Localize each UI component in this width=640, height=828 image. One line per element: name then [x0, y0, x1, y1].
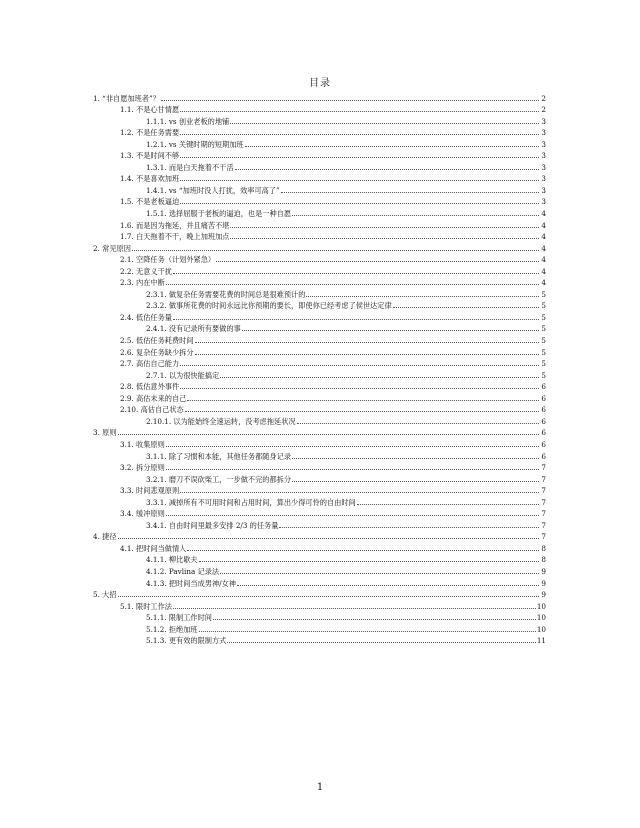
toc-entry-page: 7 [541, 474, 546, 484]
toc-entry-page: 6 [541, 393, 546, 403]
toc-leader-dots [357, 504, 539, 505]
toc-entry[interactable] [93, 622, 546, 634]
toc-entry-page: 7 [541, 497, 546, 507]
toc-entry[interactable] [93, 437, 546, 449]
toc-leader-dots [220, 573, 539, 574]
toc-entry-page: 10 [536, 613, 546, 623]
toc-entry-text: 3.3. 时间悲观原则 [120, 486, 180, 496]
toc-entry-page: 6 [541, 451, 546, 461]
toc-leader-dots [118, 538, 539, 539]
toc-entry[interactable] [93, 172, 546, 184]
toc-entry-text: 1.3.1. 而是白天拖着不干活 [146, 162, 234, 172]
toc-entry-page: 4 [541, 209, 546, 219]
toc-entry-page: 9 [541, 590, 546, 600]
toc-leader-dots [216, 261, 539, 262]
toc-entry[interactable] [93, 91, 546, 103]
toc-entry-page: 5 [541, 336, 546, 346]
toc-entry[interactable] [93, 114, 546, 126]
toc-entry[interactable] [93, 426, 546, 438]
toc-entry[interactable] [93, 391, 546, 403]
toc-entry-text: 2.5. 低估任务耗费时间 [120, 336, 194, 346]
toc-leader-dots [166, 446, 539, 447]
toc-entry[interactable] [93, 287, 546, 299]
toc-leader-dots [187, 550, 539, 551]
toc-entry-text: 2.2. 无意义干扰 [120, 266, 172, 276]
toc-leader-dots [161, 100, 539, 101]
toc-leader-dots [173, 319, 539, 320]
toc-entry-page: 10 [536, 624, 546, 634]
toc-entry-page: 3 [541, 197, 546, 207]
toc-entry-text: 4.1.3. 把时间当成男神/女神 [146, 578, 236, 588]
toc-leader-dots [180, 180, 539, 181]
toc-entry-page: 3 [541, 162, 546, 172]
toc-entry[interactable] [93, 357, 546, 369]
toc-entry[interactable] [93, 276, 546, 288]
toc-leader-dots [180, 492, 539, 493]
toc-entry-page: 5 [541, 359, 546, 369]
toc-entry-text: 1.1. 不是心甘情愿 [120, 105, 180, 115]
toc-entry-text: 1.7. 白天拖着不干，晚上加班加点 [120, 232, 230, 242]
toc-entry-text: 4.1.1. 柳比歇夫 [146, 555, 198, 565]
toc-entry-text: 4.1.2. Pavlina 记录法 [146, 566, 220, 576]
toc-leader-dots [281, 192, 539, 193]
toc-leader-dots [199, 631, 536, 632]
toc-entry-text: 3. 原则 [93, 428, 117, 438]
toc-entry[interactable] [93, 103, 546, 115]
toc-entry-page: 5 [541, 312, 546, 322]
toc-entry-text: 2.7. 高估自己能力 [120, 359, 180, 369]
toc-entry-text: 1.5.1. 选择屈服于老板的逼迫，也是一种自愿 [146, 209, 292, 219]
toc-leader-dots [230, 227, 539, 228]
toc-entry-text: 2.3. 内在中断 [120, 278, 165, 288]
toc-entry-page: 7 [541, 509, 546, 519]
toc-title: 目录 [309, 78, 331, 89]
toc-entry-text: 3.3.1. 减掉所有不可用时间和占用时间，算出少得可怜的自由时间 [146, 497, 356, 507]
toc-entry[interactable] [93, 264, 546, 276]
toc-entry[interactable] [93, 322, 546, 334]
toc-entry-page: 2 [541, 93, 546, 103]
toc-leader-dots [213, 619, 536, 620]
toc-leader-dots [245, 146, 539, 147]
toc-leader-dots [187, 400, 539, 401]
toc-entry-text: 5.1.3. 更有效的限制方式 [146, 636, 227, 646]
toc-entry-text: 1.4. 不是喜欢加班 [120, 174, 180, 184]
toc-leader-dots [237, 585, 539, 586]
toc-leader-dots [235, 169, 539, 170]
toc-entry-text: 1.6. 而是因为拖延，并且痛苦不堪 [120, 220, 230, 230]
toc-entry-page: 5 [541, 289, 546, 299]
toc-entry[interactable] [93, 403, 546, 415]
toc-entry[interactable] [93, 588, 546, 600]
toc-entry-page: 11 [536, 636, 546, 646]
toc-entry-text: 4.1. 把时间当做情人 [120, 543, 187, 553]
toc-entry-text: 5.1. 限时工作法 [120, 601, 172, 611]
toc-entry-page: 6 [541, 382, 546, 392]
toc-entry-page: 8 [541, 555, 546, 565]
toc-entry[interactable] [93, 253, 546, 265]
toc-entry-page: 4 [541, 278, 546, 288]
toc-leader-dots [292, 458, 539, 459]
toc-leader-dots [118, 434, 539, 435]
toc-entry-text: 3.1. 收集原则 [120, 439, 165, 449]
toc-entry[interactable] [93, 195, 546, 207]
toc-leader-dots [180, 203, 539, 204]
toc-entry-text: 1.1.1. vs 创业老板的地铺 [146, 116, 230, 126]
toc-entry-text: 1. “非自愿加班者”？ [93, 93, 160, 103]
toc-leader-dots [180, 157, 539, 158]
toc-entry[interactable] [93, 414, 546, 426]
toc-entry-page: 4 [541, 220, 546, 230]
toc-leader-dots [173, 273, 539, 274]
toc-entry[interactable] [93, 299, 546, 311]
toc-entry-page: 4 [541, 232, 546, 242]
toc-leader-dots [297, 423, 539, 424]
toc-entry[interactable] [93, 241, 546, 253]
toc-entry-page: 4 [541, 243, 546, 253]
toc-entry[interactable] [93, 380, 546, 392]
toc-leader-dots [166, 515, 539, 516]
toc-entry-text: 3.1.1. 除了习惯和本能，其他任务都随身记录 [146, 451, 292, 461]
toc-entry-text: 2.6. 复杂任务缺少拆分 [120, 347, 194, 357]
toc-entry[interactable] [93, 149, 546, 161]
toc-entry[interactable] [93, 183, 546, 195]
toc-entry[interactable] [93, 126, 546, 138]
toc-entry-text: 5.1.2. 拒绝加班 [146, 624, 198, 634]
toc-entry-text: 3.2. 拆分原则 [120, 463, 165, 473]
toc-entry-page: 5 [541, 347, 546, 357]
toc-entry-page: 3 [541, 128, 546, 138]
toc-entry-page: 6 [541, 428, 546, 438]
toc-entry-text: 2.8. 低估意外事件 [120, 382, 180, 392]
toc-leader-dots [185, 411, 539, 412]
toc-entry-page: 3 [541, 185, 546, 195]
toc-entry-page: 10 [536, 601, 546, 611]
toc-entry-text: 2.3.1. 做复杂任务需要花费的时间总是很难预计的 [146, 289, 306, 299]
toc-entry-text: 2.3.2. 做事所花费的时间永远比你预期的要长，即使你已经考虑了侯世达定律 [146, 301, 392, 311]
toc-entry[interactable] [93, 137, 546, 149]
toc-leader-dots [180, 365, 539, 366]
toc-leader-dots [166, 284, 539, 285]
toc-entry[interactable] [93, 576, 546, 588]
toc-entry[interactable] [93, 634, 546, 646]
toc-leader-dots [292, 481, 539, 482]
toc-entry[interactable] [93, 206, 546, 218]
toc-entry-text: 2. 常见原因 [93, 243, 131, 253]
toc-leader-dots [292, 215, 539, 216]
toc-entry[interactable] [93, 230, 546, 242]
toc-entry-page: 3 [541, 151, 546, 161]
toc-entry[interactable] [93, 599, 546, 611]
toc-entry[interactable] [93, 564, 546, 576]
toc-entry-text: 1.4.1. vs “加班时没人打扰，效率可高了” [146, 185, 280, 195]
toc-entry-text: 3.4.1. 自由时间里最多安排 2/3 的任务量 [146, 520, 279, 530]
toc-leader-dots [166, 469, 539, 470]
toc-entry-text: 3.4. 缓冲原则 [120, 509, 165, 519]
toc-leader-dots [118, 596, 539, 597]
toc-entry-page: 3 [541, 174, 546, 184]
toc-entry[interactable] [93, 507, 546, 519]
toc-entry-text: 1.5. 不是老板逼迫 [120, 197, 180, 207]
toc-entry-page: 9 [541, 566, 546, 576]
toc-entry-page: 3 [541, 139, 546, 149]
toc-leader-dots [279, 527, 539, 528]
toc-leader-dots [230, 238, 539, 239]
toc-entry[interactable] [93, 553, 546, 565]
toc-entry[interactable] [93, 484, 546, 496]
toc-entry[interactable] [93, 530, 546, 542]
toc-entry[interactable] [93, 461, 546, 473]
toc-entry-page: 9 [541, 578, 546, 588]
toc-entry-text: 2.10.1. 以为能始终全速运转，没考虑拖延状况 [146, 416, 296, 426]
table-of-contents [93, 91, 546, 645]
toc-entry-page: 3 [541, 116, 546, 126]
toc-entry-text: 2.9. 高估未来的自己 [120, 393, 187, 403]
toc-leader-dots [173, 608, 536, 609]
toc-entry-page: 7 [541, 532, 546, 542]
toc-leader-dots [180, 111, 539, 112]
toc-entry-text: 5. 大招 [93, 590, 117, 600]
toc-entry-text: 2.10. 高估自己状态 [120, 405, 184, 415]
toc-entry[interactable] [93, 472, 546, 484]
toc-entry[interactable] [93, 368, 546, 380]
toc-entry-page: 7 [541, 463, 546, 473]
toc-entry-page: 4 [541, 255, 546, 265]
toc-leader-dots [227, 642, 535, 643]
toc-entry-page: 4 [541, 266, 546, 276]
page-number: 1 [316, 782, 324, 793]
toc-entry-page: 2 [541, 105, 546, 115]
toc-leader-dots [220, 377, 539, 378]
toc-leader-dots [132, 250, 539, 251]
toc-entry[interactable] [93, 449, 546, 461]
toc-entry-page: 6 [541, 416, 546, 426]
toc-entry-page: 6 [541, 439, 546, 449]
toc-leader-dots [180, 388, 539, 389]
toc-entry-text: 1.2. 不是任务需要 [120, 128, 180, 138]
toc-entry-page: 7 [541, 486, 546, 496]
toc-entry-page: 8 [541, 543, 546, 553]
toc-entry-text: 1.3. 不是时间不够 [120, 151, 180, 161]
toc-entry[interactable] [93, 611, 546, 623]
toc-entry-text: 2.7.1. 以为很快能搞定 [146, 370, 220, 380]
toc-entry-page: 5 [541, 301, 546, 311]
toc-entry-text: 2.1. 空降任务（计划外紧急） [120, 255, 216, 265]
toc-entry[interactable] [93, 541, 546, 553]
toc-leader-dots [180, 134, 539, 135]
toc-entry-text: 4. 捷径 [93, 532, 117, 542]
toc-leader-dots [195, 354, 539, 355]
toc-entry-text: 5.1.1. 限制工作时间 [146, 613, 212, 623]
toc-leader-dots [393, 307, 539, 308]
toc-entry[interactable] [93, 333, 546, 345]
toc-leader-dots [199, 561, 539, 562]
toc-entry[interactable] [93, 218, 546, 230]
toc-leader-dots [242, 330, 539, 331]
toc-entry-text: 1.2.1. vs 关键时期的短期加班 [146, 139, 244, 149]
toc-entry[interactable] [93, 518, 546, 530]
toc-entry-text: 3.2.1. 磨刀不误砍柴工，一步做不完的都拆分 [146, 474, 292, 484]
toc-entry[interactable] [93, 160, 546, 172]
toc-entry-text: 2.4. 低估任务量 [120, 312, 172, 322]
toc-entry-page: 6 [541, 405, 546, 415]
toc-leader-dots [230, 123, 539, 124]
toc-entry[interactable] [93, 495, 546, 507]
toc-entry-page: 7 [541, 520, 546, 530]
toc-entry-text: 2.4.1. 没有记录所有要做的事 [146, 324, 241, 334]
toc-leader-dots [195, 342, 539, 343]
toc-entry[interactable] [93, 345, 546, 357]
toc-entry[interactable] [93, 310, 546, 322]
toc-leader-dots [306, 296, 539, 297]
toc-entry-page: 5 [541, 324, 546, 334]
toc-entry-page: 5 [541, 370, 546, 380]
